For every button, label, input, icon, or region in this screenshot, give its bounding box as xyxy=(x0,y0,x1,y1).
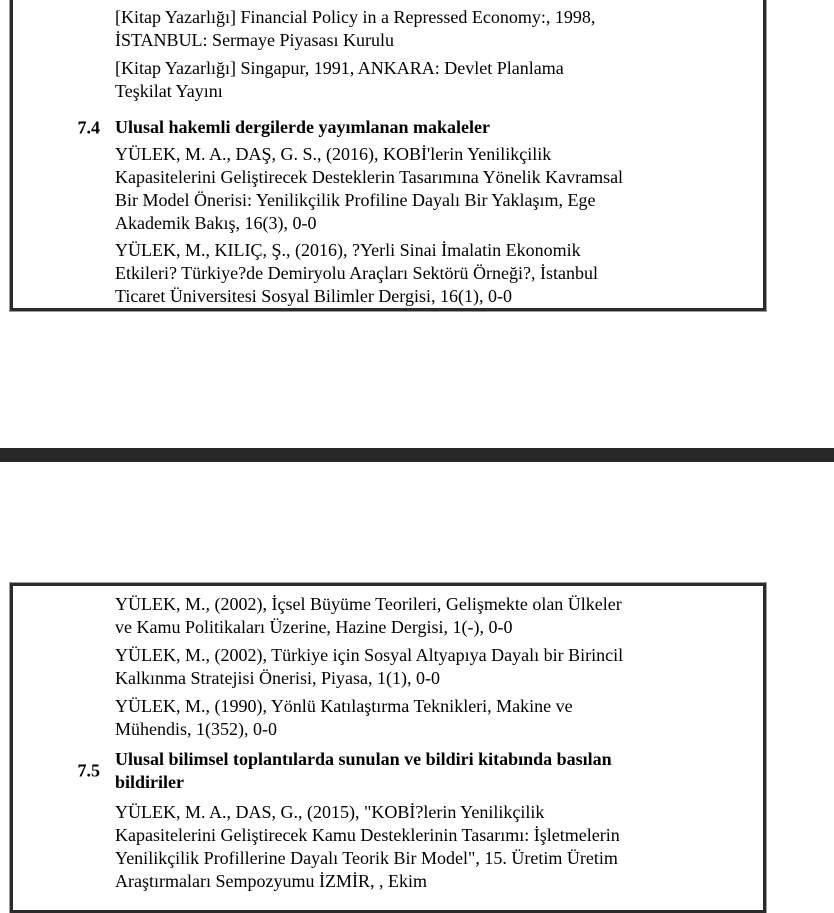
publication-entry xyxy=(115,239,723,308)
section-title-line: bildiriler xyxy=(115,772,184,792)
entry-line: [Kitap Yazarlığı] Financial Policy in a Repressed Economy:, 1998, xyxy=(115,7,596,27)
entry-line: YÜLEK, M. A., DAS, G., (2015), "KOBİ?lerin Yenilikçilik xyxy=(115,802,545,822)
section-number: 7.4 xyxy=(77,117,100,137)
entry-line: YÜLEK, M., (2002), İçsel Büyüme Teorileri, Gelişmekte olan Ülkeler xyxy=(115,594,622,614)
entry-line: ve Kamu Politikaları Üzerine, Hazine Dergisi, 1(-), 0-0 xyxy=(115,617,513,637)
document-page-2 xyxy=(10,583,766,913)
publication-entry xyxy=(115,593,723,639)
section-heading-7-4 xyxy=(77,116,723,139)
publication-entry xyxy=(115,695,723,741)
entry-line: Etkileri? Türkiye?de Demiryolu Araçları Sektörü Örneği?, İstanbul xyxy=(115,263,599,283)
section-number: 7.5 xyxy=(77,760,100,781)
entry-line: Kalkınma Stratejisi Önerisi, Piyasa, 1(1), 0-0 xyxy=(115,668,440,688)
entry-line: [Kitap Yazarlığı] Singapur, 1991, ANKARA: Devlet Planlama xyxy=(115,58,564,78)
publication-entry xyxy=(115,801,723,893)
entry-line: YÜLEK, M., (1990), Yönlü Katılaştırma Teknikleri, Makine ve xyxy=(115,696,573,716)
section-title-line: Ulusal bilimsel toplantılarda sunulan ve bildiri kitabında basılan xyxy=(115,749,612,769)
entry-line: Kapasitelerini Geliştirecek Kamu Desteklerinin Tasarımı: İşletmelerin xyxy=(115,825,620,845)
section-heading-7-5 xyxy=(77,748,723,794)
publication-entry xyxy=(115,143,723,235)
entry-line: Bir Model Önerisi: Yenilikçilik Profiline Dayalı Bir Yaklaşım, Ege xyxy=(115,190,596,210)
clipped-top-line xyxy=(115,0,723,1)
publication-entry xyxy=(115,6,723,52)
entry-line: Kapasitelerini Geliştirecek Desteklerin Tasarımına Yönelik Kavramsal xyxy=(115,167,624,187)
section-title-line: Ulusal hakemli dergilerde yayımlanan makaleler xyxy=(115,117,490,137)
entry-line: Mühendis, 1(352), 0-0 xyxy=(115,719,277,739)
document-page-1 xyxy=(10,0,766,311)
page-separator xyxy=(0,448,834,462)
entry-line: Araştırmaları Sempozyumu İZMİR, , Ekim xyxy=(115,871,427,891)
publication-entry xyxy=(115,644,723,690)
entry-line: YÜLEK, M., (2002), Türkiye için Sosyal Altyapıya Dayalı bir Birincil xyxy=(115,645,624,665)
entry-line: Yenilikçilik Profillerine Dayalı Teorik Bir Model", 15. Üretim Üretim xyxy=(115,848,618,868)
entry-line: YÜLEK, M. A., DAŞ, G. S., (2016), KOBİ'lerin Yenilikçilik xyxy=(115,144,552,164)
entry-line: YÜLEK, M., KILIÇ, Ş., (2016), ?Yerli Sinai İmalatin Ekonomik xyxy=(115,240,581,260)
entry-line: Teşkilat Yayını xyxy=(115,81,223,101)
entry-line: Akademik Bakış, 16(3), 0-0 xyxy=(115,213,317,233)
entry-line: İSTANBUL: Sermaye Piyasası Kurulu xyxy=(115,30,395,50)
entry-line: Ticaret Üniversitesi Sosyal Bilimler Dergisi, 16(1), 0-0 xyxy=(115,286,512,306)
publication-entry xyxy=(115,57,723,103)
